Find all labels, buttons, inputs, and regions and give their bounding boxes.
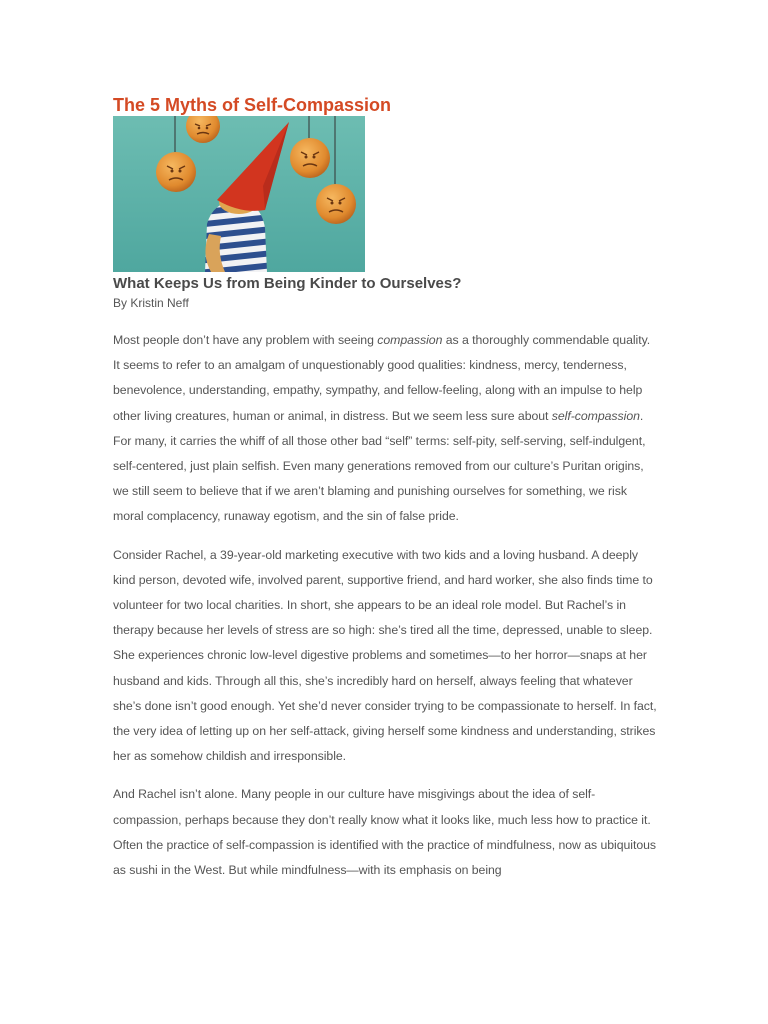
- article-title: The 5 Myths of Self-Compassion: [113, 95, 392, 115]
- article-illustration: [113, 116, 365, 272]
- article: [113, 93, 658, 883]
- article-byline: By Kristin Neff: [113, 296, 189, 310]
- paragraph-1: [113, 328, 658, 530]
- emphasis-compassion: compassion: [377, 333, 443, 347]
- paragraph-1-text: . For many, it carries the whiff of all those other bad “self” terms: self-pity, self-serving, self-indulgent, self-centered, just plain selfish. Even many generations removed from our culture’s Puritan origins, we still seem to believe that if we aren’t blaming and punishing ourselves for something, we risk moral complacency, runaway egotism, and the sin of false pride.: [113, 408, 646, 524]
- paragraph-3: And Rachel isn’t alone. Many people in our culture have misgivings about the idea of self-compassion, perhaps because they don’t really know what it looks like, much less how to practice it. Often the practice of self-compassion is identified with the practice of mindfulness, now as ubiquitous as sushi in the West. But while mindfulness—with its emphasis on being: [113, 787, 657, 878]
- paragraph-1-text: as a thoroughly commendable quality. It seems to refer to an amalgam of unquestionably good qualities: kindness, mercy, tenderness, benevolence, understanding, empathy, sympathy, and fellow-feeling, along with an impulse to help other living creatures, human or animal, in distress. But we seem less sure about: [113, 333, 651, 423]
- paragraph-1-text: Most people don’t have any problem with seeing: [113, 333, 378, 347]
- emphasis-self-compassion: self-compassion: [551, 408, 640, 423]
- article-subtitle: What Keeps Us from Being Kinder to Ourselves?: [113, 275, 462, 292]
- paragraph-2: Consider Rachel, a 39-year-old marketing executive with two kids and a loving husband. A deeply kind person, devoted wife, involved parent, supportive friend, and hard worker, she also finds time to volunteer for two local charities. In short, she appears to be an ideal role model. But Rachel’s in therapy because her levels of stress are so high: she’s tired all the time, depressed, unable to sleep. She experiences chronic low-level digestive problems and sometimes—to her horror—snaps at her husband and kids. Through all this, she’s incredibly hard on herself, always feeling that whatever she’s done isn’t good enough. Yet she’d never consider trying to be compassionate to herself. In fact, the very idea of letting up on her self-attack, giving herself some kindness and understanding, strikes her as somehow childish and irresponsible.: [113, 547, 657, 764]
